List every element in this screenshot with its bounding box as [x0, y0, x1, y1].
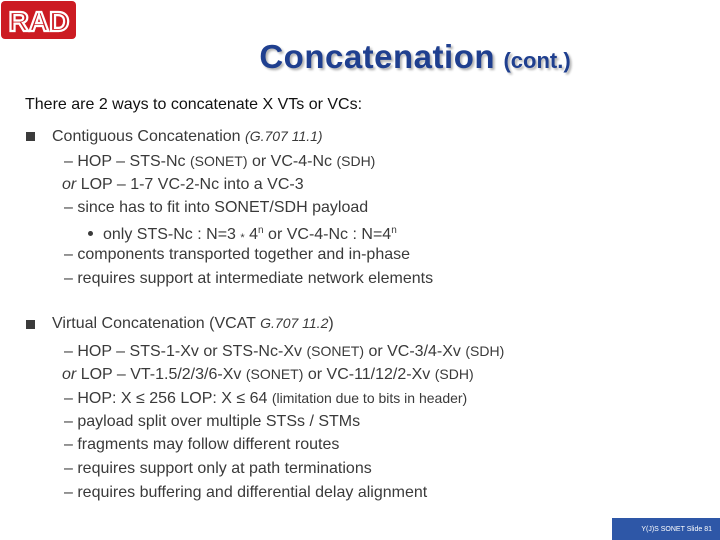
section2-ref: G.707 11.2: [260, 315, 329, 331]
s1-l1-e: c: [324, 153, 332, 170]
section1-line-3: – since has to fit into SONET/SDH payload: [64, 199, 369, 216]
s1-l1-c: (SONET): [189, 153, 248, 169]
rad-logo-mark: [5, 5, 73, 35]
s1-l1-d: or VC-4-N: [251, 153, 324, 170]
s2-l1-e: (SONET): [306, 343, 364, 359]
s2-l2-b: v: [233, 366, 242, 383]
s2-l2-c: (SONET): [245, 366, 304, 382]
section1-heading: [52, 126, 323, 147]
sub-bullet-dot-icon: [88, 231, 93, 236]
s2-l3-b: (limitation due to bits in header): [271, 390, 468, 406]
section2-line-7: – requires buffering and differential delay alignment: [64, 484, 428, 501]
s2-l2-f: (SDH): [434, 366, 474, 382]
page-title: [0, 38, 720, 76]
title-sub: (cont.): [503, 48, 571, 73]
section1-line-6: – requires support at intermediate network elements: [64, 270, 434, 287]
section1-line-2: [62, 175, 304, 195]
section2-line-5: – fragments may follow different routes: [64, 436, 340, 453]
section1-line-5: – components transported together and in-phase: [64, 246, 411, 263]
rad-logo-text: RAD: [8, 6, 69, 35]
s2-l2-e: v: [422, 366, 431, 383]
s2-l1-g: v: [452, 343, 461, 360]
s1-l1-a: – HOP – STS-N: [64, 153, 178, 170]
section2-line-4: – payload split over multiple STSs / STMs: [64, 413, 361, 430]
title-main: Concatenation: [259, 38, 496, 75]
section1-ref: (G.707 11.1): [245, 128, 323, 144]
intro-text: There are 2 ways to concatenate X VTs or VCs:: [25, 96, 363, 113]
s2-l1-a: – HOP – STS-1-X: [64, 343, 191, 360]
bullet-square-icon: [26, 320, 35, 329]
s1-l4-a: only STS-Nc : N=3: [103, 226, 236, 243]
bullet-square-icon: [26, 132, 35, 141]
s1-l1-f: (SDH): [336, 153, 376, 169]
footer-text: Y(J)S SONET Slide 81: [641, 525, 712, 533]
section2-title: Virtual Concatenation (VCAT: [52, 315, 256, 332]
s2-l1-h: (SDH): [465, 343, 505, 359]
s2-l1-f: or VC-3/4-X: [368, 343, 453, 360]
s1-l4-sup2: n: [391, 225, 397, 236]
s1-l2-a: LOP – 1-7 VC-2-N: [80, 176, 212, 193]
section2-line-6: – requires support only at path terminations: [64, 460, 372, 477]
section1-line-4: [88, 221, 397, 248]
s1-l4-sup1: n: [258, 225, 264, 236]
s2-l3-a: – HOP: X ≤ 256 LOP: X ≤ 64: [64, 390, 268, 407]
section2-line-3: [64, 388, 467, 409]
s1-l2-c: into a VC-3: [223, 176, 304, 193]
slide-footer: [612, 518, 720, 540]
section1-line-1: [64, 151, 375, 172]
s2-l2-d: or VC-11/12/2-X: [307, 366, 423, 383]
s2-l2-a: LOP – VT-1.5/2/3/6-X: [80, 366, 234, 383]
section2-line-2: [62, 364, 474, 385]
s1-l1-b: c: [177, 153, 186, 170]
s1-l4-b: 4: [249, 226, 259, 243]
s2-l1-b: v: [190, 343, 199, 360]
s2-l1-c: or STS-Nc-X: [203, 343, 294, 360]
s1-l4-c: or VC-4-Nc : N=4: [268, 226, 392, 243]
s1-l2-or: or: [62, 176, 77, 193]
section2-close: ): [328, 315, 334, 332]
section2-heading: [52, 313, 334, 334]
rad-logo: [1, 1, 76, 39]
s1-l4-star: *: [240, 232, 245, 244]
section1-title: Contiguous Concatenation: [52, 128, 241, 145]
s2-l2-or: or: [62, 366, 77, 383]
s1-l2-b: c: [211, 176, 220, 193]
s2-l1-d: v: [293, 343, 302, 360]
section2-line-1: [64, 341, 504, 362]
